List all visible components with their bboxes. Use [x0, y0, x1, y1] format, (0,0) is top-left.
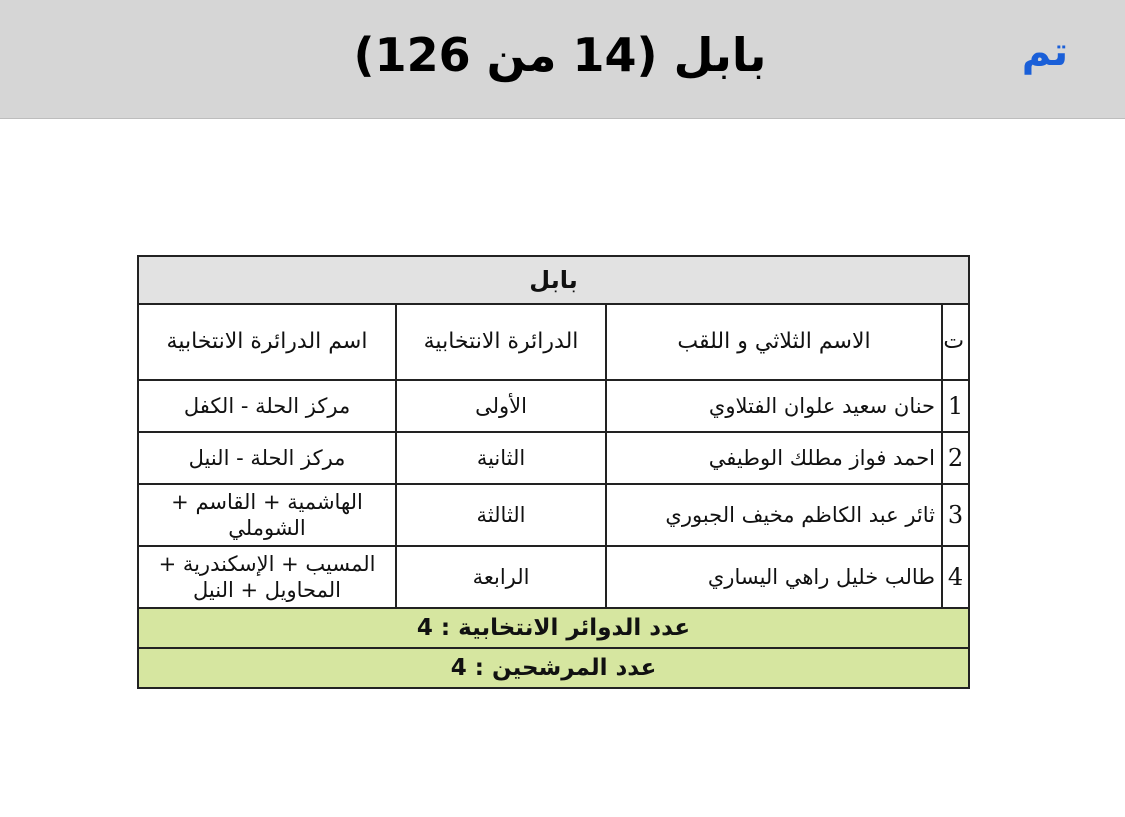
table-row	[138, 380, 969, 432]
row-index: 2	[942, 432, 969, 484]
row-index: 1	[942, 380, 969, 432]
footer-row-candidates	[138, 648, 969, 688]
candidates-count: عدد المرشحين : 4	[138, 648, 969, 688]
top-bar	[0, 0, 1125, 119]
district-name: المسيب + الإسكندرية + المحاويل + النيل	[138, 546, 396, 608]
table-row	[138, 484, 969, 546]
district: الثانية	[396, 432, 606, 484]
table-header-row	[138, 304, 969, 380]
candidate-name: طالب خليل راهي اليساري	[606, 546, 942, 608]
row-index: 4	[942, 546, 969, 608]
column-header-index: ت	[942, 304, 969, 380]
district-name: الهاشمية + القاسم + الشوملي	[138, 484, 396, 546]
page-title: بابل (14 من 126)	[353, 28, 767, 82]
row-index: 3	[942, 484, 969, 546]
footer-row-districts	[138, 608, 969, 648]
candidate-name: حنان سعيد علوان الفتلاوي	[606, 380, 942, 432]
column-header-district-name: اسم الدرائرة الانتخابية	[138, 304, 396, 380]
candidate-name: احمد فواز مطلك الوطيفي	[606, 432, 942, 484]
table-row	[138, 432, 969, 484]
districts-count: عدد الدوائر الانتخابية : 4	[138, 608, 969, 648]
district: الرابعة	[396, 546, 606, 608]
candidates-table	[137, 255, 970, 689]
district-name: مركز الحلة - الكفل	[138, 380, 396, 432]
table-caption-row	[138, 256, 969, 304]
done-button[interactable]: تم	[1021, 29, 1069, 75]
district-name: مركز الحلة - النيل	[138, 432, 396, 484]
table-caption: بابل	[138, 256, 969, 304]
candidate-name: ثائر عبد الكاظم مخيف الجبوري	[606, 484, 942, 546]
district: الأولى	[396, 380, 606, 432]
district: الثالثة	[396, 484, 606, 546]
column-header-name: الاسم الثلاثي و اللقب	[606, 304, 942, 380]
table-row	[138, 546, 969, 608]
column-header-district: الدرائرة الانتخابية	[396, 304, 606, 380]
